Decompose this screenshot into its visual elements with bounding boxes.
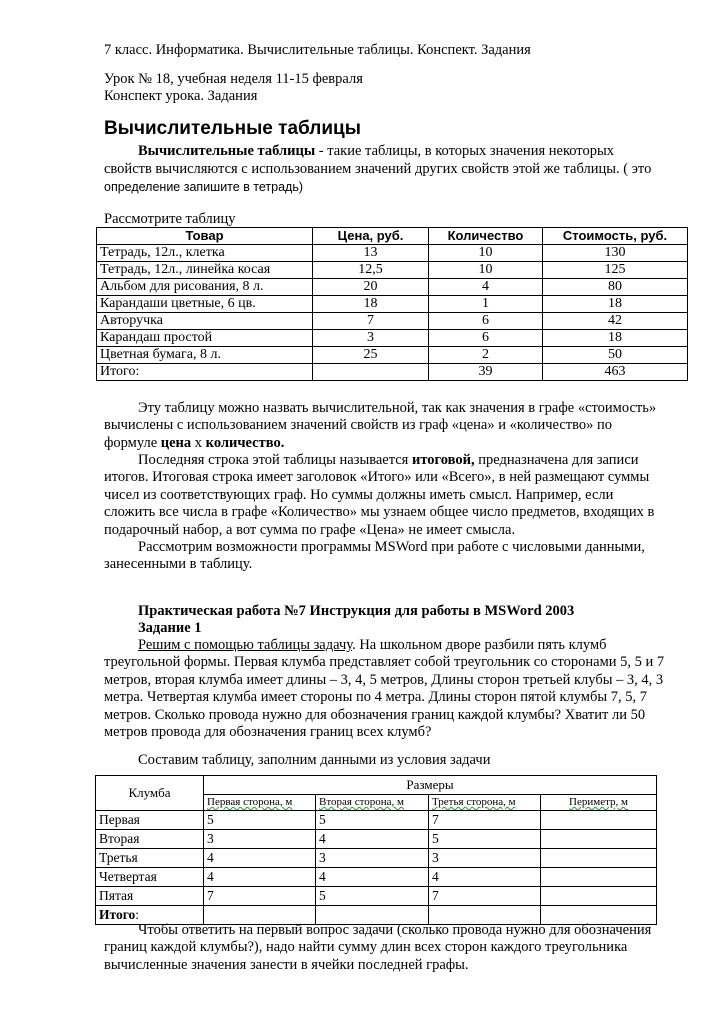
- header-cell: [316, 795, 429, 811]
- header-cell: Стоимость, руб.: [543, 228, 688, 245]
- table-cell: 3: [313, 330, 429, 347]
- header-line-2: Урок № 18, учебная неделя 11-15 февраля: [104, 71, 363, 87]
- table-cell: 50: [543, 347, 688, 364]
- table-cell: [541, 868, 657, 887]
- table-cell: 4: [204, 868, 316, 887]
- definition-term: Вычислительные таблицы: [138, 143, 316, 159]
- header-line-1: 7 класс. Информатика. Вычислительные таблицы. Конспект. Задания: [104, 42, 531, 58]
- table-cell: 42: [543, 313, 688, 330]
- header-cell: Клумба: [96, 776, 204, 811]
- compose-label: Составим таблицу, заполним данными из условия задачи: [138, 752, 491, 768]
- price-table-header: [97, 228, 688, 245]
- table-cell: 10: [429, 262, 543, 279]
- page-title: Вычислительные таблицы: [104, 118, 361, 139]
- table-cell: [541, 849, 657, 868]
- table-cell: 7: [429, 811, 541, 830]
- table-cell: Тетрадь, 12л., линейка косая: [97, 262, 313, 279]
- table-cell: 130: [543, 245, 688, 262]
- table-cell: 25: [313, 347, 429, 364]
- table-cell: 1: [429, 296, 543, 313]
- table-cell: 4: [429, 279, 543, 296]
- table-row: [97, 313, 688, 330]
- table-row: [97, 262, 688, 279]
- table-cell: 80: [543, 279, 688, 296]
- bold-word: количество.: [205, 434, 285, 451]
- text-line: подарочный набор, а вот сумма по графе «Цена» не имеет смысла.: [104, 521, 516, 538]
- table-cell: 2: [429, 347, 543, 364]
- table-cell: 4: [429, 868, 541, 887]
- table-cell: 7: [429, 887, 541, 906]
- text-line: Последняя строка этой таблицы называется: [138, 452, 412, 468]
- text-line: метров, вторая клумба имеет длины – 3, 4, 5 метров, Длины сторон третьей клубы – 3, 4, 3: [104, 671, 664, 688]
- table-cell: 39: [429, 364, 543, 381]
- bold-word: итоговой,: [411, 452, 475, 468]
- table-cell: 5: [316, 887, 429, 906]
- table-cell: Третья: [96, 849, 204, 868]
- table-cell: 20: [313, 279, 429, 296]
- table-cell: Тетрадь, 12л., клетка: [97, 245, 313, 262]
- table-cell: 4: [204, 849, 316, 868]
- table-cell: 18: [543, 330, 688, 347]
- table-cell: 5: [429, 830, 541, 849]
- text-line: метров провода для обозначения границ всех клумб?: [104, 724, 432, 741]
- table-cell: [541, 811, 657, 830]
- table-row: [96, 868, 657, 887]
- header-cell: [541, 795, 657, 811]
- total-colon: :: [135, 907, 140, 922]
- header-line-3: Конспект урока. Задания: [104, 88, 258, 104]
- flowerbed-header-group: [96, 776, 657, 795]
- paragraph-calc-table: [104, 400, 678, 452]
- table-row: [96, 811, 657, 830]
- subheader-text: Первая сторона, м: [207, 796, 293, 808]
- table-cell: Карандаши цветные, 6 цв.: [97, 296, 313, 313]
- table-cell: 4: [316, 868, 429, 887]
- text-line: метра. Четвертая клумба имеет стороны по 4 метра. Длины сторон пятой клумбы 7, 5, 7: [104, 689, 647, 706]
- table-row: [96, 849, 657, 868]
- table-cell: 10: [429, 245, 543, 262]
- task-text: [104, 637, 678, 741]
- table-cell: Четвертая: [96, 868, 204, 887]
- table-cell: Альбом для рисования, 8 л.: [97, 279, 313, 296]
- table-cell: 6: [429, 330, 543, 347]
- header-cell: Размеры: [204, 776, 657, 795]
- table-row: [97, 347, 688, 364]
- text-line: Чтобы ответить на первый вопрос задачи (сколько провода нужно для обозначения: [138, 922, 652, 938]
- table-cell: Первая: [96, 811, 204, 830]
- table-cell: [313, 364, 429, 381]
- text-line: вычислены с использованием значений свойств из граф «цена» и «количество» по: [104, 417, 612, 434]
- table-cell: 18: [313, 296, 429, 313]
- table-cell: 463: [543, 364, 688, 381]
- text-line: вычисленные значения занести в ячейки последней графы.: [104, 956, 469, 973]
- table-cell: 3: [204, 830, 316, 849]
- subheader-text: Третья сторона, м: [432, 796, 516, 808]
- table-cell: 13: [313, 245, 429, 262]
- table-row: [97, 330, 688, 347]
- table-cell: 18: [543, 296, 688, 313]
- text-line: чисел из соответствующих граф. Но суммы должны иметь смысл. Например, если: [104, 486, 614, 503]
- header-cell: Цена, руб.: [313, 228, 429, 245]
- table-cell: Пятая: [96, 887, 204, 906]
- table-cell: [541, 887, 657, 906]
- table-row: [96, 887, 657, 906]
- text-line: предназначена для записи: [474, 452, 639, 468]
- table-row: [97, 279, 688, 296]
- definition-text-a: - такие таблицы, в которых значения некоторых: [315, 143, 614, 159]
- total-label: Итого: [99, 907, 136, 922]
- flowerbed-table: [95, 775, 657, 925]
- definition-line-3: определение запишите в тетрадь): [104, 180, 304, 194]
- table-cell: 3: [429, 849, 541, 868]
- text-line: треугольной формы. Первая клумба представляет собой треугольник со сторонами 5, 5 и 7: [104, 654, 665, 671]
- header-cell: [429, 795, 541, 811]
- definition-line-1: [138, 143, 614, 160]
- definition-line-2: свойств вычисляются с использованием значений других свойств этой же таблицы. ( это: [104, 161, 652, 177]
- text-line: занесенными в таблицу.: [104, 556, 253, 573]
- table-row: [96, 830, 657, 849]
- table-cell: Карандаш простой: [97, 330, 313, 347]
- table-cell: [541, 830, 657, 849]
- subheader-text: Периметр, м: [569, 796, 628, 808]
- table-cell: 5: [316, 811, 429, 830]
- text-line: х: [191, 434, 206, 451]
- header-cell: [204, 795, 316, 811]
- table-cell: 3: [316, 849, 429, 868]
- header-cell: Количество: [429, 228, 543, 245]
- text-line: метров. Сколько провода нужно для обозначения границ каждой клумбы? Хватит ли 50: [104, 706, 646, 723]
- paragraph-msword: [104, 539, 678, 574]
- table-cell: 4: [316, 830, 429, 849]
- table-cell: 6: [429, 313, 543, 330]
- table-cell: 125: [543, 262, 688, 279]
- table-cell: 7: [204, 887, 316, 906]
- paragraph-total-row: [104, 452, 678, 539]
- text-line: Рассмотрим возможности программы MSWord при работе с числовыми данными,: [138, 539, 645, 555]
- table-cell: Итого:: [97, 364, 313, 381]
- table-row: [97, 296, 688, 313]
- text-line: Эту таблицу можно назвать вычислительной, так как значения в графе «стоимость»: [138, 400, 657, 416]
- table-cell: 12,5: [313, 262, 429, 279]
- price-table: [96, 227, 688, 381]
- text-line: итогов. Итоговая строка имеет заголовок «Итого» или «Всего», в ней размещают суммы: [104, 469, 650, 486]
- task-heading: Задание 1: [138, 620, 202, 636]
- text-line: сложить все числа в графе «Количество» мы узнаем общее число предметов, входящих в: [104, 504, 655, 521]
- text-line: формуле: [104, 434, 161, 451]
- total-row: [97, 364, 688, 381]
- table-cell: Авторучка: [97, 313, 313, 330]
- table-cell: 7: [313, 313, 429, 330]
- bold-word: цена: [160, 434, 192, 451]
- paragraph-final: [104, 922, 678, 974]
- task-underlined: Решим с помощью таблицы задачу: [138, 637, 353, 653]
- consider-label: Рассмотрите таблицу: [104, 211, 236, 227]
- table-cell: Цветная бумага, 8 л.: [97, 347, 313, 364]
- text-line: границ каждой клумбы?), надо найти сумму длин всех сторон каждого треугольника: [104, 939, 628, 956]
- header-cell: Товар: [97, 228, 313, 245]
- text-line: . На школьном дворе разбили пять клумб: [352, 637, 607, 653]
- table-cell: 5: [204, 811, 316, 830]
- practical-title: Практическая работа №7 Инструкция для работы в MSWord 2003: [138, 603, 575, 619]
- subheader-text: Вторая сторона, м: [319, 796, 404, 808]
- table-cell: Вторая: [96, 830, 204, 849]
- table-row: [97, 245, 688, 262]
